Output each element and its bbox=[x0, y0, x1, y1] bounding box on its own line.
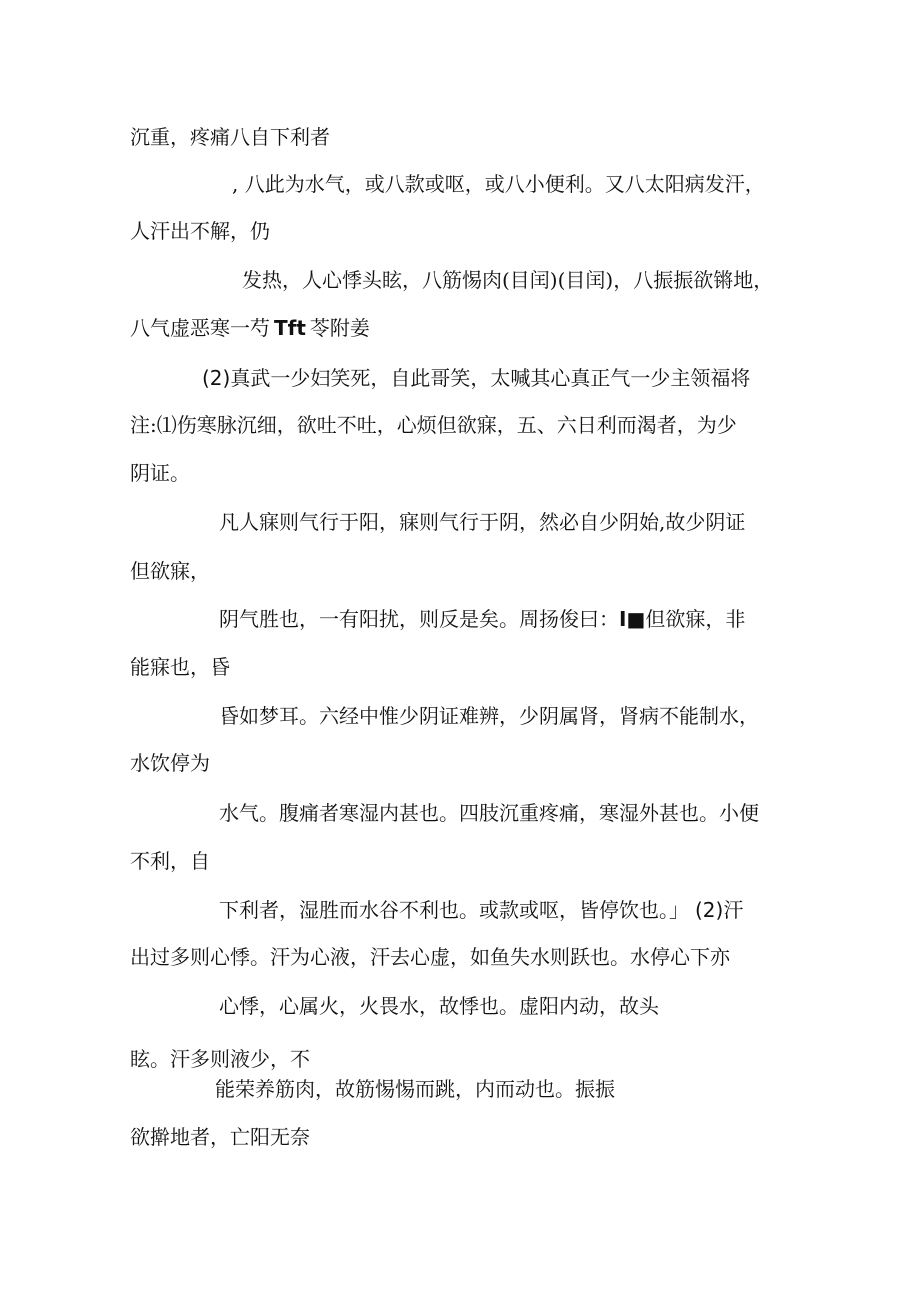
text-line-11 bbox=[219, 609, 745, 629]
text-run: 但欲寐，非 bbox=[645, 607, 746, 631]
text-line-6 bbox=[202, 368, 750, 388]
text-line-22: 欲擀地者，亡阳无奈 bbox=[130, 1125, 310, 1149]
text-run: 八气虚恶寒一芍 bbox=[130, 316, 270, 340]
text-line-1: 沉重，疼痛八自下利者 bbox=[130, 125, 330, 149]
text-line-18: 出过多则心悸。汗为心液，汗去心虚，如鱼失水则跃也。水停心下亦 bbox=[130, 945, 730, 969]
text-line-14: 水饮停为 bbox=[130, 751, 210, 775]
text-run: 下利者，湿胜而水谷不利也。或款或呕，皆停饮也。」 bbox=[219, 898, 689, 922]
text-line-12: 能寐也，昏 bbox=[130, 655, 230, 679]
text-line-3: 人汗出不解，仍 bbox=[130, 219, 270, 243]
numbered-marker: (2) bbox=[202, 366, 231, 390]
text-run: 汗 bbox=[723, 898, 744, 922]
text-line-5 bbox=[130, 318, 370, 338]
numbered-marker: (2) bbox=[695, 898, 724, 922]
text-line-7: 注:⑴伤寒脉沉细，欲吐不吐，心烦但欲寐，五、六日利而渴者，为少 bbox=[130, 413, 737, 437]
text-run: 阴气胜也，一有阳扰，则反是矣。周扬俊曰： bbox=[219, 607, 619, 631]
text-line-21: 能荣养筋肉，故筋惕惕而跳，内而动也。振振 bbox=[215, 1077, 615, 1101]
latin-run-tft: Tft bbox=[274, 316, 306, 340]
text-line-13: 昏如梦耳。六经中惟少阴证难辨，少阴属肾，肾病不能制水， bbox=[219, 704, 759, 728]
text-line-15: 水气。腹痛者寒湿内甚也。四肢沉重疼痛，寒湿外甚也。小便 bbox=[219, 801, 759, 825]
text-line-19: 心悸，心属火，火畏水，故悸也。虚阳内动，故头 bbox=[219, 994, 659, 1018]
text-run: 真武一少妇笑死，自此哥笑，太喊其心真正气一少主领福将 bbox=[230, 366, 751, 390]
text-line-20: 眩。汗多则液少，不 bbox=[130, 1047, 310, 1071]
text-line-17 bbox=[219, 900, 743, 920]
glyph-run: I■ bbox=[619, 607, 646, 631]
text-line-4: 发热，人心悸头眩，八筋惕肉(目闰)(目闰)，八振振欲锵地， bbox=[242, 268, 774, 292]
text-line-16: 不利，自 bbox=[130, 849, 210, 873]
text-line-10: 但欲寐， bbox=[130, 559, 210, 583]
text-line-8: 阴证。 bbox=[130, 461, 190, 485]
text-line-9: 凡人寐则气行于阳，寐则气行于阴，然必自少阴始,故少阴证 bbox=[219, 510, 746, 534]
text-line-2: , 八此为水气，或八款或呕，或八小便利。又八太阳病发汗， bbox=[232, 172, 765, 196]
text-run: 苓附姜 bbox=[309, 316, 370, 340]
